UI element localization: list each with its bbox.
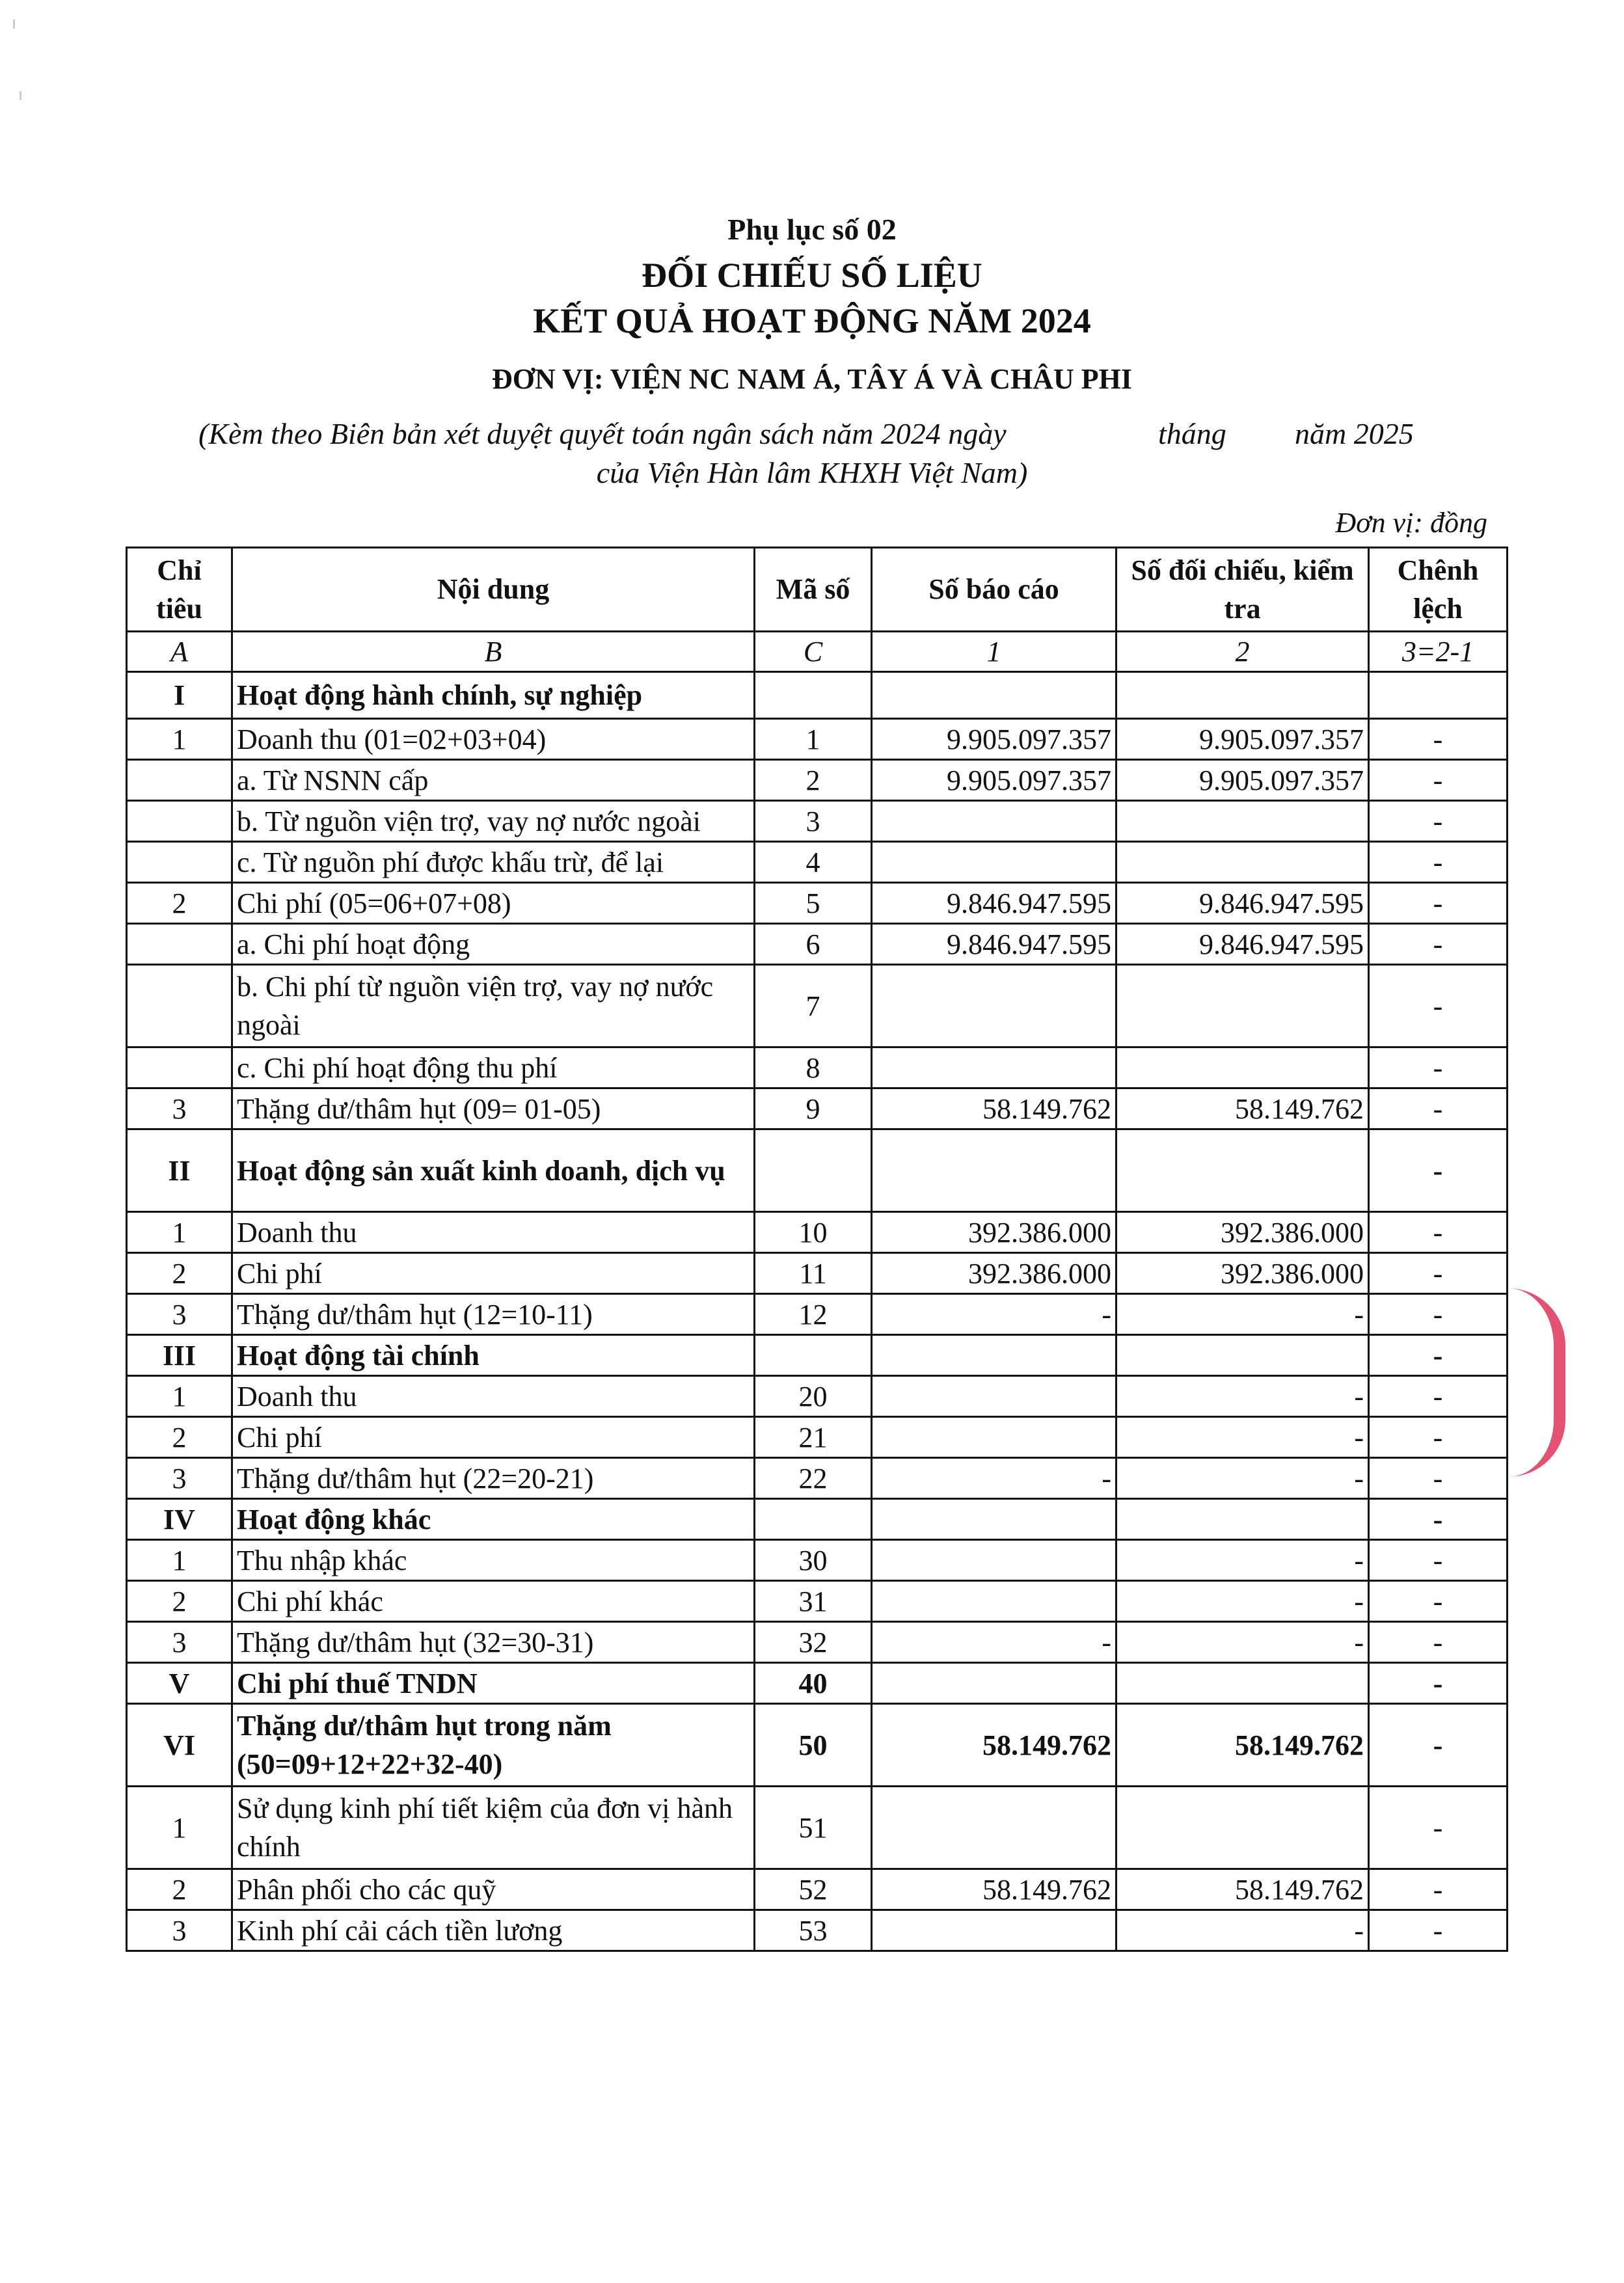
row-difference: - — [1369, 1704, 1508, 1787]
row-reported-value — [872, 1335, 1116, 1376]
row-indicator — [127, 1047, 232, 1088]
attachment-note-year: năm 2025 — [1295, 417, 1414, 450]
row-reported-value: 58.149.762 — [872, 1704, 1116, 1787]
row-reported-value — [872, 965, 1116, 1047]
row-indicator: 2 — [127, 1581, 232, 1622]
row-indicator: 2 — [127, 1417, 232, 1458]
table-row — [127, 1335, 1508, 1376]
row-reported-value — [872, 1663, 1116, 1704]
row-difference: - — [1369, 719, 1508, 760]
table-row — [127, 1212, 1508, 1253]
row-content: Thặng dư/thâm hụt (09= 01-05) — [232, 1088, 755, 1129]
row-indicator — [127, 842, 232, 883]
table-row — [127, 1417, 1508, 1458]
row-code: 30 — [755, 1540, 872, 1581]
row-reported-value — [872, 801, 1116, 842]
row-reported-value — [872, 1376, 1116, 1417]
row-content: Thu nhập khác — [232, 1540, 755, 1581]
attachment-note-issuer: của Viện Hàn lâm KHXH Việt Nam) — [596, 456, 1028, 489]
row-difference: - — [1369, 1663, 1508, 1704]
row-content: b. Chi phí từ nguồn viện trợ, vay nợ nước ngoài — [232, 965, 755, 1047]
row-checked-value: - — [1116, 1376, 1369, 1417]
row-content: Chi phí — [232, 1417, 755, 1458]
row-content: Kinh phí cải cách tiền lương — [232, 1910, 755, 1951]
row-difference: - — [1369, 1129, 1508, 1212]
column-index: 3=2-1 — [1369, 632, 1508, 672]
table-row — [127, 760, 1508, 801]
row-difference: - — [1369, 1540, 1508, 1581]
row-reported-value: 392.386.000 — [872, 1212, 1116, 1253]
row-code: 22 — [755, 1458, 872, 1499]
row-difference: - — [1369, 801, 1508, 842]
row-indicator: 3 — [127, 1088, 232, 1129]
table-row — [127, 1581, 1508, 1622]
row-content: Doanh thu (01=02+03+04) — [232, 719, 755, 760]
row-reported-value: 9.846.947.595 — [872, 924, 1116, 965]
row-indicator — [127, 924, 232, 965]
column-header-reported: Số báo cáo — [872, 548, 1116, 632]
row-reported-value — [872, 1910, 1116, 1951]
row-reported-value: 58.149.762 — [872, 1869, 1116, 1910]
row-code: 52 — [755, 1869, 872, 1910]
organization-unit: ĐƠN VỊ: VIỆN NC NAM Á, TÂY Á VÀ CHÂU PHI — [492, 363, 1132, 395]
table-row — [127, 1663, 1508, 1704]
row-difference: - — [1369, 1787, 1508, 1869]
table-row — [127, 1294, 1508, 1335]
column-header-code: Mã số — [755, 548, 872, 632]
row-checked-value: 9.905.097.357 — [1116, 760, 1369, 801]
row-difference: - — [1369, 1253, 1508, 1294]
row-difference: - — [1369, 965, 1508, 1047]
row-difference: - — [1369, 1458, 1508, 1499]
row-checked-value: - — [1116, 1540, 1369, 1581]
row-code: 31 — [755, 1581, 872, 1622]
row-checked-value: 9.846.947.595 — [1116, 883, 1369, 924]
row-difference: - — [1369, 1417, 1508, 1458]
row-code: 50 — [755, 1704, 872, 1787]
row-checked-value — [1116, 1663, 1369, 1704]
row-checked-value: - — [1116, 1458, 1369, 1499]
column-header-indicator: Chỉ tiêu — [127, 548, 232, 632]
row-code: 4 — [755, 842, 872, 883]
row-content: Hoạt động tài chính — [232, 1335, 755, 1376]
row-content: Doanh thu — [232, 1376, 755, 1417]
row-content: Thặng dư/thâm hụt (22=20-21) — [232, 1458, 755, 1499]
row-reported-value: - — [872, 1622, 1116, 1663]
row-indicator: I — [127, 672, 232, 719]
row-difference — [1369, 672, 1508, 719]
row-checked-value — [1116, 801, 1369, 842]
row-reported-value — [872, 1581, 1116, 1622]
row-difference: - — [1369, 1910, 1508, 1951]
table-row — [127, 1376, 1508, 1417]
row-checked-value — [1116, 842, 1369, 883]
table-row — [127, 672, 1508, 719]
row-reported-value — [872, 1540, 1116, 1581]
row-content: Thặng dư/thâm hụt trong năm (50=09+12+22+32-40) — [232, 1704, 755, 1787]
red-seal-stamp — [1508, 1288, 1565, 1477]
scan-artifact — [20, 91, 21, 100]
attachment-note: (Kèm theo Biên bản xét duyệt quyết toán ngân sách năm 2024 ngày — [198, 417, 1007, 450]
row-code: 10 — [755, 1212, 872, 1253]
table-row — [127, 1704, 1508, 1787]
row-code: 51 — [755, 1787, 872, 1869]
table-row — [127, 1129, 1508, 1212]
table-row — [127, 1787, 1508, 1869]
row-difference: - — [1369, 1335, 1508, 1376]
row-indicator: V — [127, 1663, 232, 1704]
row-reported-value: 9.846.947.595 — [872, 883, 1116, 924]
row-code — [755, 1335, 872, 1376]
row-reported-value — [872, 1417, 1116, 1458]
row-difference: - — [1369, 924, 1508, 965]
attachment-note-month: tháng — [1158, 417, 1226, 450]
table-row — [127, 719, 1508, 760]
table-row — [127, 842, 1508, 883]
row-difference: - — [1369, 1088, 1508, 1129]
row-checked-value: 392.386.000 — [1116, 1212, 1369, 1253]
row-indicator — [127, 801, 232, 842]
row-checked-value: 9.846.947.595 — [1116, 924, 1369, 965]
row-difference: - — [1369, 842, 1508, 883]
row-checked-value: - — [1116, 1417, 1369, 1458]
row-content: Chi phí (05=06+07+08) — [232, 883, 755, 924]
row-reported-value: 58.149.762 — [872, 1088, 1116, 1129]
column-header-content: Nội dung — [232, 548, 755, 632]
row-code: 20 — [755, 1376, 872, 1417]
row-code: 1 — [755, 719, 872, 760]
row-difference: - — [1369, 1581, 1508, 1622]
row-content: a. Chi phí hoạt động — [232, 924, 755, 965]
scan-artifact — [13, 20, 15, 29]
row-indicator: 2 — [127, 1869, 232, 1910]
row-code — [755, 672, 872, 719]
row-checked-value — [1116, 1499, 1369, 1540]
row-checked-value: - — [1116, 1910, 1369, 1951]
row-checked-value: 392.386.000 — [1116, 1253, 1369, 1294]
row-indicator: 3 — [127, 1910, 232, 1951]
reconciliation-table — [126, 547, 1508, 1952]
row-code: 6 — [755, 924, 872, 965]
row-checked-value — [1116, 1787, 1369, 1869]
row-checked-value: 58.149.762 — [1116, 1869, 1369, 1910]
row-content: Phân phối cho các quỹ — [232, 1869, 755, 1910]
row-checked-value: 58.149.762 — [1116, 1088, 1369, 1129]
table-row — [127, 1088, 1508, 1129]
table-row — [127, 1869, 1508, 1910]
row-difference: - — [1369, 1212, 1508, 1253]
row-content: Hoạt động sản xuất kinh doanh, dịch vụ — [232, 1129, 755, 1212]
row-content: Chi phí — [232, 1253, 755, 1294]
row-reported-value: - — [872, 1458, 1116, 1499]
row-content: c. Từ nguồn phí được khấu trừ, để lại — [232, 842, 755, 883]
row-indicator: III — [127, 1335, 232, 1376]
row-checked-value — [1116, 1335, 1369, 1376]
row-code: 32 — [755, 1622, 872, 1663]
row-indicator: 1 — [127, 1376, 232, 1417]
row-difference: - — [1369, 1869, 1508, 1910]
row-code — [755, 1499, 872, 1540]
column-index: A — [127, 632, 232, 672]
row-checked-value — [1116, 1129, 1369, 1212]
table-row — [127, 1910, 1508, 1951]
table-row — [127, 924, 1508, 965]
row-content: b. Từ nguồn viện trợ, vay nợ nước ngoài — [232, 801, 755, 842]
row-indicator: 2 — [127, 1253, 232, 1294]
row-difference: - — [1369, 1499, 1508, 1540]
row-content: c. Chi phí hoạt động thu phí — [232, 1047, 755, 1088]
row-content: Doanh thu — [232, 1212, 755, 1253]
row-code: 7 — [755, 965, 872, 1047]
table-row — [127, 1458, 1508, 1499]
column-header-checked: Số đối chiếu, kiểm tra — [1116, 548, 1369, 632]
column-index: C — [755, 632, 872, 672]
row-code: 12 — [755, 1294, 872, 1335]
table-row — [127, 1047, 1508, 1088]
row-difference: - — [1369, 1622, 1508, 1663]
table-row — [127, 1622, 1508, 1663]
row-checked-value: - — [1116, 1581, 1369, 1622]
row-reported-value — [872, 1499, 1116, 1540]
row-indicator: 3 — [127, 1294, 232, 1335]
row-indicator — [127, 965, 232, 1047]
row-content: Thặng dư/thâm hụt (32=30-31) — [232, 1622, 755, 1663]
row-checked-value: - — [1116, 1622, 1369, 1663]
row-reported-value — [872, 842, 1116, 883]
row-code: 8 — [755, 1047, 872, 1088]
row-content: Thặng dư/thâm hụt (12=10-11) — [232, 1294, 755, 1335]
column-index: 1 — [872, 632, 1116, 672]
row-content: Hoạt động hành chính, sự nghiệp — [232, 672, 755, 719]
row-content: a. Từ NSNN cấp — [232, 760, 755, 801]
column-index-row — [127, 632, 1508, 672]
table-row — [127, 1253, 1508, 1294]
row-indicator: VI — [127, 1704, 232, 1787]
row-checked-value: 9.905.097.357 — [1116, 719, 1369, 760]
row-content: Sử dụng kinh phí tiết kiệm của đơn vị hành chính — [232, 1787, 755, 1869]
row-reported-value: 9.905.097.357 — [872, 719, 1116, 760]
row-difference: - — [1369, 1376, 1508, 1417]
row-difference: - — [1369, 1047, 1508, 1088]
row-code — [755, 1129, 872, 1212]
row-code: 40 — [755, 1663, 872, 1704]
row-code: 3 — [755, 801, 872, 842]
column-header-difference: Chênh lệch — [1369, 548, 1508, 632]
column-index: 2 — [1116, 632, 1369, 672]
row-reported-value: 9.905.097.357 — [872, 760, 1116, 801]
document-title: ĐỐI CHIẾU SỐ LIỆU — [642, 256, 982, 295]
table-row — [127, 883, 1508, 924]
row-indicator: 3 — [127, 1458, 232, 1499]
appendix-label: Phụ lục số 02 — [727, 213, 897, 246]
row-content: Hoạt động khác — [232, 1499, 755, 1540]
row-indicator: 3 — [127, 1622, 232, 1663]
table-row — [127, 1540, 1508, 1581]
row-indicator: 1 — [127, 719, 232, 760]
row-indicator — [127, 760, 232, 801]
row-reported-value — [872, 1129, 1116, 1212]
row-indicator: 1 — [127, 1212, 232, 1253]
row-code: 5 — [755, 883, 872, 924]
row-reported-value: - — [872, 1294, 1116, 1335]
row-reported-value: 392.386.000 — [872, 1253, 1116, 1294]
row-indicator: 2 — [127, 883, 232, 924]
row-checked-value: - — [1116, 1294, 1369, 1335]
row-checked-value — [1116, 672, 1369, 719]
row-reported-value — [872, 672, 1116, 719]
currency-unit: Đơn vị: đồng — [1335, 507, 1487, 539]
row-reported-value — [872, 1787, 1116, 1869]
row-indicator: II — [127, 1129, 232, 1212]
row-code: 2 — [755, 760, 872, 801]
row-code: 53 — [755, 1910, 872, 1951]
row-difference: - — [1369, 883, 1508, 924]
table-row — [127, 1499, 1508, 1540]
row-difference: - — [1369, 760, 1508, 801]
row-content: Chi phí thuế TNDN — [232, 1663, 755, 1704]
table-header-row — [127, 548, 1508, 632]
row-indicator: 1 — [127, 1540, 232, 1581]
table-row — [127, 965, 1508, 1047]
row-checked-value — [1116, 1047, 1369, 1088]
document-subtitle-title: KẾT QUẢ HOẠT ĐỘNG NĂM 2024 — [533, 301, 1091, 340]
row-content: Chi phí khác — [232, 1581, 755, 1622]
row-checked-value — [1116, 965, 1369, 1047]
row-code: 11 — [755, 1253, 872, 1294]
row-indicator: 1 — [127, 1787, 232, 1869]
row-indicator: IV — [127, 1499, 232, 1540]
table-row — [127, 801, 1508, 842]
column-index: B — [232, 632, 755, 672]
row-code: 9 — [755, 1088, 872, 1129]
row-difference: - — [1369, 1294, 1508, 1335]
row-code: 21 — [755, 1417, 872, 1458]
row-reported-value — [872, 1047, 1116, 1088]
row-checked-value: 58.149.762 — [1116, 1704, 1369, 1787]
